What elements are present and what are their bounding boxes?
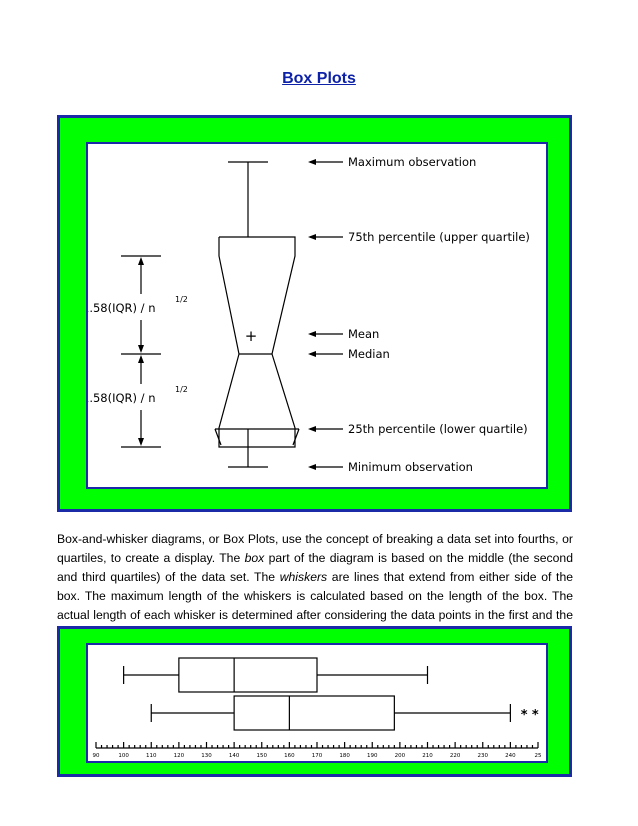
mean-arrow-icon xyxy=(308,331,316,337)
notch-upper-label: 1.58(IQR) / n xyxy=(88,301,156,315)
upper-quartile-arrow-icon xyxy=(308,234,316,240)
x-tick-label: 170 xyxy=(311,753,323,759)
box-plot-diagram-canvas xyxy=(86,142,548,489)
x-tick-label: 160 xyxy=(284,753,295,759)
box-plot-chart-canvas xyxy=(86,643,548,763)
x-tick-label: 220 xyxy=(449,753,461,759)
x-tick-label: 100 xyxy=(118,753,129,759)
x-tick-label: 200 xyxy=(394,753,406,759)
box-plot-chart xyxy=(88,645,546,761)
box-plot-diagram-panel xyxy=(57,115,572,512)
lower-quartile-arrow-icon xyxy=(308,426,316,432)
notch-upper-exponent: 1/2 xyxy=(175,295,188,304)
x-tick-label: 110 xyxy=(146,753,157,759)
upper-quartile-label: 75th percentile (upper quartile) xyxy=(348,230,530,244)
notch-lower-exponent: 1/2 xyxy=(175,385,188,394)
x-tick-label: 240 xyxy=(505,753,516,759)
box-plot-chart-panel xyxy=(57,626,572,777)
x-tick-label: 150 xyxy=(256,753,267,759)
iqr-box xyxy=(234,696,394,730)
box-plot-diagram xyxy=(88,144,546,487)
max-arrow-icon xyxy=(308,159,316,165)
x-tick-label: 140 xyxy=(228,753,240,759)
min-arrow-icon xyxy=(308,464,316,470)
x-tick-label: 180 xyxy=(339,753,350,759)
paragraph-text-3: are lines that extend from either side of the box. The maximum length of the whiskers is calculated based on the length of the box. The actual length of each whisker is determined after considering the data points in the first and the xyxy=(57,570,573,622)
mean-label: Mean xyxy=(348,327,380,341)
x-tick-label: 190 xyxy=(367,753,378,759)
x-tick-label: 90 xyxy=(92,753,100,759)
whiskers-term: whiskers xyxy=(279,570,328,584)
mean-marker: + xyxy=(244,327,258,345)
median-arrow-icon xyxy=(308,351,316,357)
box-term: box xyxy=(244,551,265,565)
page-title: Box Plots xyxy=(282,70,356,87)
minimum-label: Minimum observation xyxy=(348,460,473,474)
outlier-marker: * xyxy=(520,708,528,723)
median-label: Median xyxy=(348,347,390,361)
x-tick-label: 210 xyxy=(422,753,433,759)
lower-quartile-label: 25th percentile (lower quartile) xyxy=(348,422,528,436)
x-tick-label: 230 xyxy=(477,753,488,759)
x-tick-label: 120 xyxy=(173,753,185,759)
iqr-box xyxy=(179,658,317,692)
x-tick-label: 25 xyxy=(534,753,542,759)
paragraph-text-1: Box-and-whisker diagrams, or Box Plots, use the concept of breaking a data set into fourths, or quartiles, to create a display. The xyxy=(57,532,573,565)
paragraph-text-2: part of the diagram is based on the middle (the second and third quartiles) of the data set. The xyxy=(57,551,573,584)
notch-lower-label: 1.58(IQR) / n xyxy=(88,391,156,405)
maximum-label: Maximum observation xyxy=(348,155,477,169)
x-tick-label: 130 xyxy=(201,753,212,759)
outlier-marker: * xyxy=(531,708,539,723)
